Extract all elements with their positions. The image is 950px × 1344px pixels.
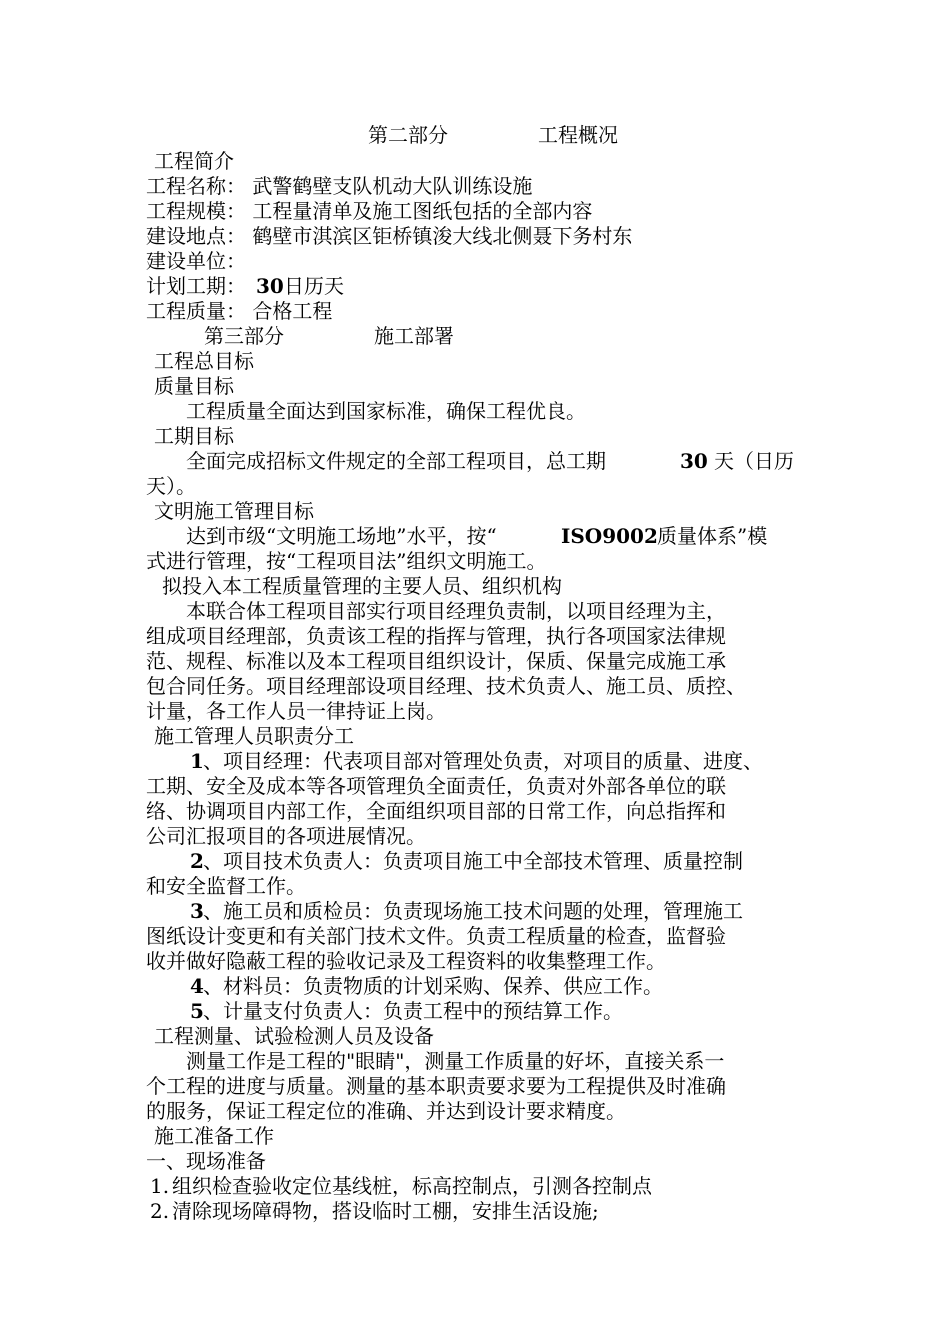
project-quality: 工程质量： 合格工程 <box>146 299 333 323</box>
civil-goal-line1: 达到市级“文明施工场地”水平，按“ ISO9002 质量体系”模 <box>186 524 768 548</box>
survey-line: 个工程的进度与质量。测量的基本职责要求要为工程提供及时准确 <box>146 1074 726 1098</box>
duty-4: 4 、材料员：负责物质的计划采购、保养、供应工作。 <box>190 974 663 998</box>
part3-title: 施工部署 <box>374 324 454 348</box>
duty-5: 5 、计量支付负责人：负责工程中的预结算工作。 <box>190 999 623 1023</box>
org-heading: 拟投入本工程质量管理的主要人员、组织机构 <box>162 574 562 598</box>
iso-standard: ISO9002 <box>561 524 658 548</box>
period-days: 30 <box>256 274 284 298</box>
goals-heading: 工程总目标 <box>154 349 254 373</box>
org-line: 计量，各工作人员一律持证上岗。 <box>146 699 446 723</box>
org-line: 包合同任务。项目经理部设项目经理、技术负责人、施工员、质控、 <box>146 674 746 698</box>
project-location: 建设地点： 鹤壁市淇滨区钜桥镇浚大线北侧聂下务村东 <box>146 224 633 248</box>
survey-line: 测量工作是工程的"眼睛"，测量工作质量的好坏，直接关系一 <box>186 1049 725 1073</box>
prep-heading: 施工准备工作 <box>154 1124 274 1148</box>
survey-heading: 工程测量、试验检测人员及设备 <box>154 1024 434 1048</box>
civil-goal-heading: 文明施工管理目标 <box>154 499 314 523</box>
part2-label: 第二部分 <box>368 123 448 147</box>
schedule-goal-heading: 工期目标 <box>154 424 234 448</box>
part2-heading <box>0 122 950 148</box>
duty-3-cont: 图纸设计变更和有关部门技术文件。负责工程质量的检查，监督验 <box>146 924 726 948</box>
org-line: 本联合体工程项目部实行项目经理负责制，以项目经理为主， <box>186 599 726 623</box>
prep-item-2: 2. 清除现场障碍物，搭设临时工棚，安排生活设施; <box>150 1199 599 1223</box>
schedule-goal-line2: 天）。 <box>146 474 196 498</box>
duty-1: 1 、项目经理：代表项目部对管理处负责，对项目的质量、进度、 <box>190 749 763 773</box>
duty-3-cont: 收并做好隐蔽工程的验收记录及工程资料的收集整理工作。 <box>146 949 666 973</box>
duty-1-cont: 络、协调项目内部工作，全面组织项目部的日常工作，向总指挥和 <box>146 799 726 823</box>
survey-line: 的服务，保证工程定位的准确、并达到设计要求精度。 <box>146 1099 626 1123</box>
duty-1-cont: 工期、安全及成本等各项管理负全面责任，负责对外部各单位的联 <box>146 774 726 798</box>
schedule-goal-line1: 全面完成招标文件规定的全部工程项目，总工期 30 天（日历 <box>186 449 794 473</box>
part3-heading <box>0 323 950 349</box>
duty-2-cont: 和安全监督工作。 <box>146 874 306 898</box>
duty-2: 2 、项目技术负责人：负责项目施工中全部技术管理、质量控制 <box>190 849 743 873</box>
prep-item-1: 1. 组织检查验收定位基线桩，标高控制点，引测各控制点 <box>150 1174 652 1198</box>
quality-goal-heading: 质量目标 <box>154 374 234 398</box>
project-period: 计划工期： 30 日历天 <box>146 274 344 298</box>
project-scale: 工程规模： 工程量清单及施工图纸包括的全部内容 <box>146 199 593 223</box>
project-owner: 建设单位： <box>146 249 246 273</box>
duty-1-cont: 公司汇报项目的各项进展情况。 <box>146 824 426 848</box>
prep-subheading: 一、现场准备 <box>146 1149 266 1173</box>
org-line: 组成项目经理部，负责该工程的指挥与管理，执行各项国家法律规 <box>146 624 726 648</box>
part2-title: 工程概况 <box>538 123 618 147</box>
overview-heading: 工程简介 <box>154 149 234 173</box>
civil-goal-line2: 式进行管理，按“工程项目法”组织文明施工。 <box>146 549 547 573</box>
org-line: 范、规程、标准以及本工程项目组织设计，保质、保量完成施工承 <box>146 649 726 673</box>
quality-goal-text: 工程质量全面达到国家标准，确保工程优良。 <box>186 399 586 423</box>
project-name: 工程名称： 武警鹤壁支队机动大队训练设施 <box>146 174 533 198</box>
duties-heading: 施工管理人员职责分工 <box>154 724 354 748</box>
part3-label: 第三部分 <box>204 324 284 348</box>
duty-3: 3 、施工员和质检员：负责现场施工技术问题的处理，管理施工 <box>190 899 743 923</box>
